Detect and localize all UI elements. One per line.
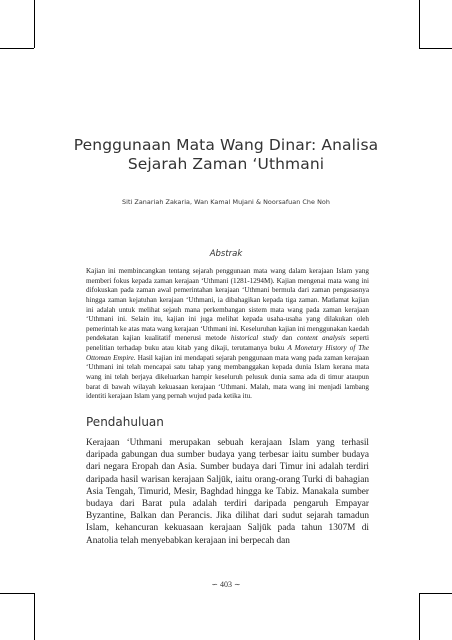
abstract-part: Kajian ini membincangkan tentang sejarah penggunaan mata wang dalam kerajaan Islam yang memberi fokus kepada zaman kerajaan ‘Uthmani (1281-1294M). Kajian mengenai mata wang ini difokuskan pada zaman awal pemerintahan kerajaan ‘Uthmani bermula dari zaman pengasasnya hingga zaman kejatuhan kerajaan ‘Uthmani, ia dibahagikan kepada tiga zaman. Matlamat kajian ini adalah untuk melihat sejauh mana perkembangan sistem mata wang pada zaman kerajaan ‘Uthmani ini. Selain itu, kajian ini juga melihat kepada usaha-usaha yang dilakukan oleh pemerintah ke atas mata wang kerajaan ‘Uthmani ini. Keseluruhan kajian ini menggunakan kaedah pendekatan kajian kualitatif menerusi metode: [86, 267, 369, 343]
author-list: Siti Zanariah Zakaria, Wan Kamal Mujani & Noorsafuan Che Noh: [122, 198, 330, 206]
crop-mark: [34, 593, 35, 640]
paper-title: [60, 136, 392, 174]
abstract-part: dan: [282, 334, 293, 343]
crop-mark: [34, 0, 35, 48]
section-heading: Pendahuluan: [86, 415, 164, 429]
abstract-emphasis: historical study: [230, 334, 278, 343]
abstract-emphasis: content analysis: [296, 334, 346, 343]
crop-mark: [419, 593, 452, 594]
page-number: ∽ 403 ∼: [211, 580, 241, 589]
title-line-2: Sejarah Zaman ‘Uthmani: [127, 155, 325, 173]
abstract-heading: Abstrak: [209, 249, 243, 259]
crop-mark: [419, 48, 452, 49]
crop-mark: [419, 593, 420, 640]
crop-mark: [0, 593, 34, 594]
body-paragraph: Kerajaan ‘Uthmani merupakan sebuah kerajaan Islam yang terhasil daripada gabungan dua sumber budaya yang terbesar iaitu sumber budaya dari negara Eropah dan Asia. Sumber budaya dari Timur ini adalah terdiri daripada hasil warisan kerajaan Saljūk, iaitu orang-orang Turki di bahagian Asia Tengah, Timurid, Mesir, Baghdad hingga ke Tabiz. Manakala sumber budaya dari Barat pula adalah terdiri daripada pengaruh Empayar Byzantine, Balkan dan Perancis. Jika dilihat dari sudut sejarah tamadun Islam, kehancuran kekuasaan kerajaan Saljūk pada tahun 1307M di Anatolia telah menyebabkan kerajaan ini berpecah dan: [86, 438, 369, 546]
abstract-text: [86, 267, 369, 402]
abstract-book-title: A Monetary History of The Ottoman Empire.: [86, 344, 369, 362]
crop-mark: [419, 0, 420, 48]
crop-mark: [0, 48, 34, 49]
abstract-part: Hasil kajian ini mendapati sejarah penggunaan mata wang pada zaman kerajaan ‘Uthmani ini telah mencapai satu tahap yang membanggakan kepada dunia Islam kerana mata wang ini telah berjaya dikeluarkan hampir keseluruh pelusuk dunia sama ada di timur ataupun barat di bawah wilayah kekuasaan kerajaan ‘Uthmani. Malah, mata wang ini menjadi lambang identiti kerajaan Islam yang pernah wujud pada ketika itu.: [86, 353, 369, 401]
abstract-part: seperti penelitian terhadap buku atau kitab yang dikaji, terutamanya buku: [86, 334, 370, 352]
title-line-1: Penggunaan Mata Wang Dinar: Analisa: [73, 136, 379, 154]
